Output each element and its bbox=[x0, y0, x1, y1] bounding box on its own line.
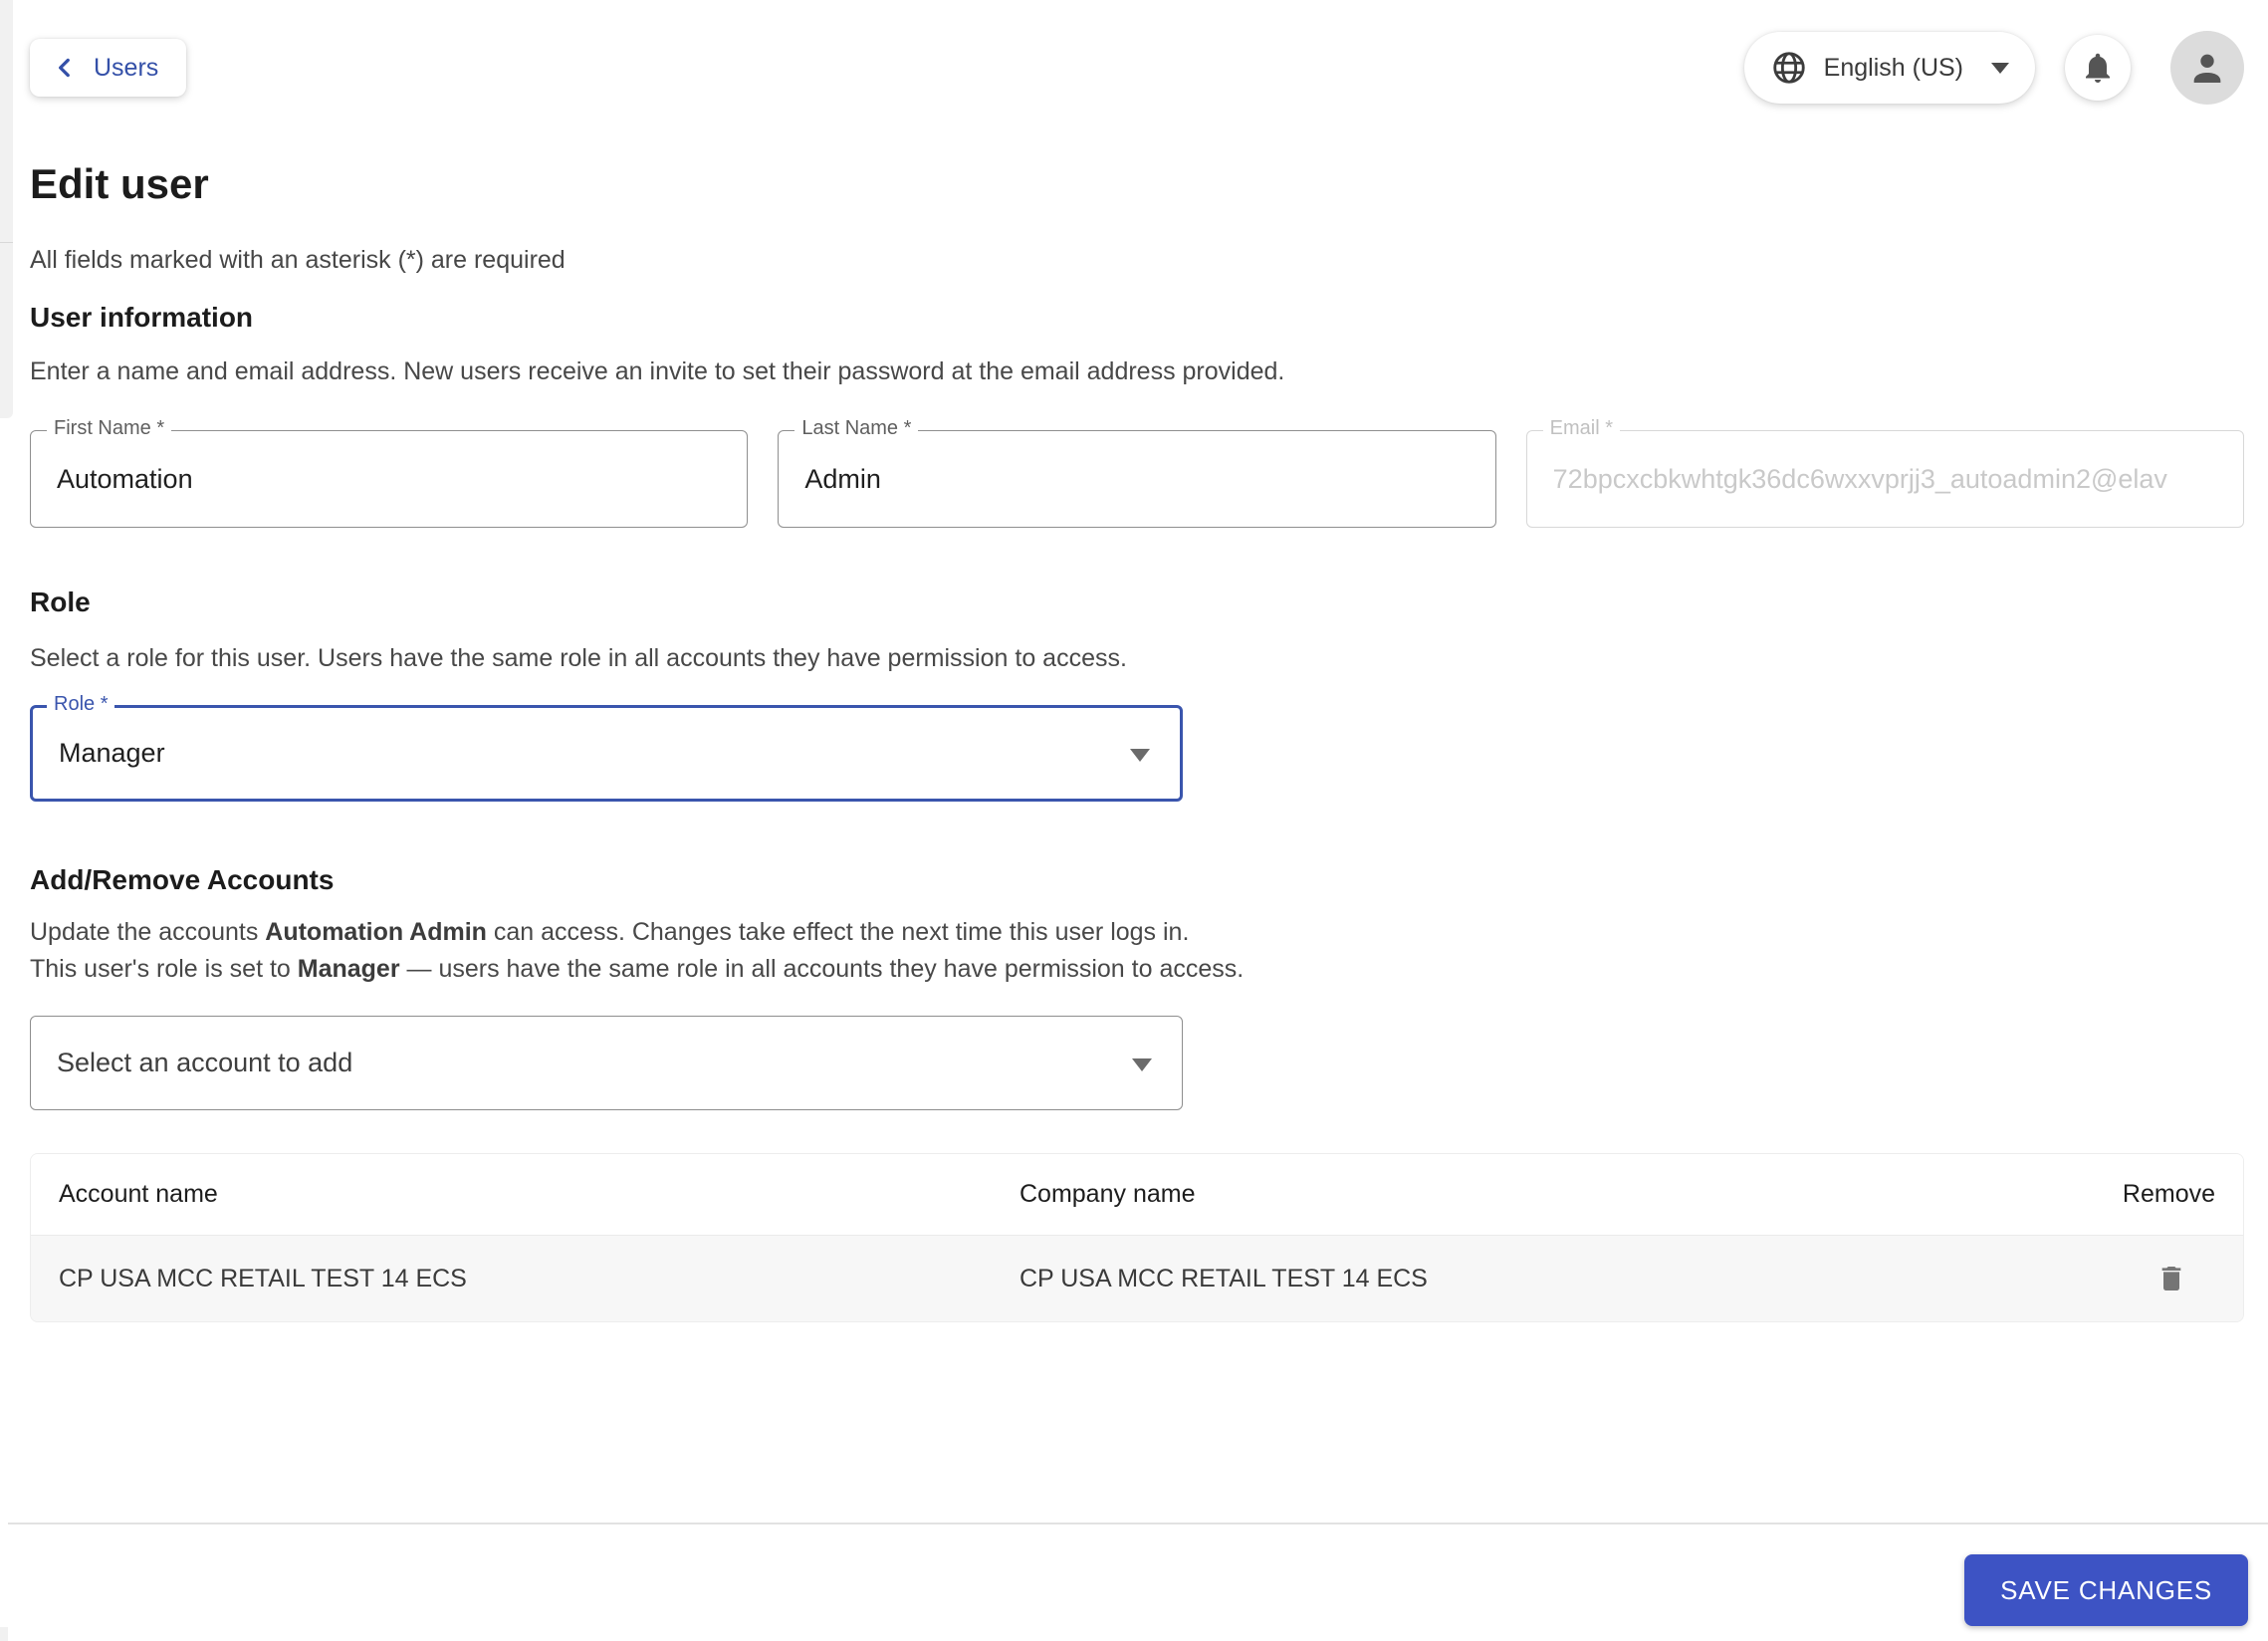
footer-divider bbox=[8, 1523, 2268, 1524]
name-email-fields bbox=[30, 417, 2244, 528]
last-name-value: Admin bbox=[804, 464, 881, 494]
first-name-value: Automation bbox=[57, 464, 193, 494]
accounts-heading: Add/Remove Accounts bbox=[30, 864, 335, 895]
remove-cell bbox=[2014, 1262, 2243, 1295]
account-table-row bbox=[31, 1236, 2243, 1321]
accounts-description bbox=[30, 914, 2244, 988]
person-icon bbox=[2187, 48, 2227, 88]
page-title: Edit user bbox=[30, 160, 209, 207]
accounts-table-header bbox=[31, 1154, 2243, 1236]
left-panel-edge-bottom bbox=[0, 1627, 8, 1641]
trash-icon bbox=[2155, 1262, 2187, 1295]
profile-button[interactable] bbox=[2170, 31, 2244, 105]
role-select-value: Manager bbox=[59, 738, 165, 768]
required-note: All fields marked with an asterisk (*) are required bbox=[30, 246, 566, 274]
caret-down-icon bbox=[1132, 1058, 1152, 1071]
notifications-button[interactable] bbox=[2065, 35, 2131, 101]
left-panel-divider bbox=[0, 242, 13, 243]
role-description: Select a role for this user. Users have the same role in all accounts they have permission to access. bbox=[30, 644, 1127, 672]
accounts-description-line2: This user's role is set to Manager — users have the same role in all accounts they have permission to access. bbox=[30, 955, 1245, 983]
remove-account-button[interactable] bbox=[2155, 1262, 2187, 1295]
account-add-select[interactable] bbox=[30, 1016, 1183, 1110]
accounts-description-line1: Update the accounts Automation Admin can access. Changes take effect the next time this user logs in. bbox=[30, 918, 1190, 946]
user-information-heading: User information bbox=[30, 302, 254, 333]
email-label: Email * bbox=[1543, 417, 1620, 440]
role-select-label: Role * bbox=[47, 693, 114, 716]
first-name-field[interactable] bbox=[30, 417, 748, 528]
email-value: 72bpcxcbkwhtgk36dc6wxxvprjj3_autoadmin2@elav bbox=[1552, 464, 2167, 494]
company-name-cell: CP USA MCC RETAIL TEST 14 ECS bbox=[1020, 1264, 1428, 1292]
last-name-label: Last Name * bbox=[794, 417, 918, 440]
account-name-column-header: Account name bbox=[59, 1180, 218, 1208]
role-heading: Role bbox=[30, 586, 91, 617]
role-select[interactable] bbox=[30, 693, 1183, 802]
account-add-select-value: Select an account to add bbox=[57, 1048, 353, 1077]
first-name-label: First Name * bbox=[47, 417, 171, 440]
globe-icon bbox=[1770, 49, 1808, 87]
back-button-label: Users bbox=[94, 53, 159, 82]
email-field bbox=[1526, 417, 2244, 528]
save-changes-button[interactable]: SAVE CHANGES bbox=[1964, 1554, 2248, 1626]
caret-down-icon bbox=[1991, 63, 2009, 74]
top-right-controls bbox=[1744, 31, 2244, 105]
chevron-left-icon bbox=[52, 55, 78, 81]
language-label: English (US) bbox=[1823, 53, 1963, 82]
top-bar bbox=[30, 0, 2244, 108]
back-to-users-button[interactable] bbox=[30, 39, 186, 97]
caret-down-icon bbox=[1130, 749, 1150, 762]
account-name-cell: CP USA MCC RETAIL TEST 14 ECS bbox=[59, 1264, 467, 1292]
last-name-field[interactable] bbox=[778, 417, 1495, 528]
remove-column-header: Remove bbox=[2122, 1180, 2215, 1208]
bell-icon bbox=[2080, 50, 2116, 86]
left-panel-edge bbox=[0, 0, 13, 418]
company-name-column-header: Company name bbox=[1020, 1180, 1196, 1208]
accounts-table bbox=[30, 1153, 2244, 1322]
language-selector[interactable] bbox=[1744, 32, 2035, 104]
user-information-description: Enter a name and email address. New users receive an invite to set their password at the email address provided. bbox=[30, 357, 1285, 385]
